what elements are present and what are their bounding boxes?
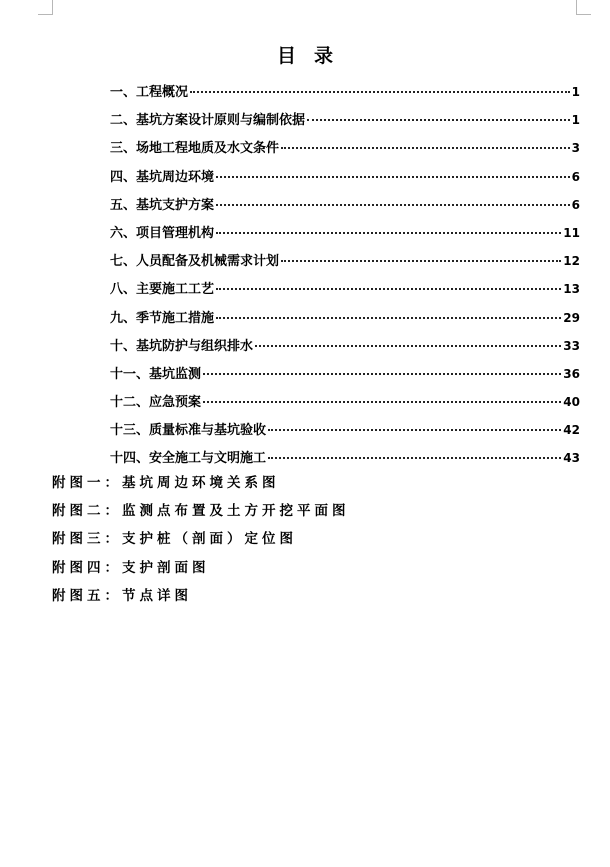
toc-entry[interactable] — [110, 304, 580, 332]
toc-entry-page: 6 — [571, 197, 580, 212]
toc-leader-dots — [281, 147, 570, 149]
appendix-item: 附图二：监测点布置及土方开挖平面图 — [52, 503, 350, 520]
toc-leader-dots — [216, 204, 570, 206]
table-of-contents — [110, 78, 580, 473]
toc-leader-dots — [268, 429, 561, 431]
toc-entry[interactable] — [110, 219, 580, 247]
crop-mark-top-right — [576, 0, 591, 15]
toc-entry-label: 四、基坑周边环境 — [110, 169, 215, 185]
toc-entry-page: 29 — [563, 310, 580, 325]
toc-entry[interactable] — [110, 191, 580, 219]
toc-entry-label: 二、基坑方案设计原则与编制依据 — [110, 113, 306, 129]
toc-entry-label: 十二、应急预案 — [110, 395, 202, 411]
toc-entry-label: 九、季节施工措施 — [110, 310, 215, 326]
toc-entry-page: 13 — [563, 282, 580, 297]
toc-leader-dots — [255, 345, 561, 347]
appendix-item: 附图五：节点详图 — [52, 587, 192, 604]
appendix-list — [52, 469, 572, 610]
toc-entry-page: 40 — [563, 395, 580, 410]
toc-entry-label: 十一、基坑监测 — [110, 366, 202, 382]
toc-entry-page: 1 — [571, 85, 580, 99]
toc-leader-dots — [268, 457, 561, 459]
toc-entry[interactable] — [110, 78, 580, 106]
toc-leader-dots — [216, 232, 561, 234]
toc-entry[interactable] — [110, 388, 580, 416]
toc-entry[interactable] — [110, 247, 580, 275]
toc-entry-page: 33 — [563, 338, 580, 353]
toc-leader-dots — [216, 317, 561, 319]
toc-entry-page: 43 — [563, 451, 580, 466]
crop-mark-top-left — [38, 0, 53, 15]
toc-leader-dots — [203, 401, 561, 403]
toc-entry[interactable] — [110, 134, 580, 162]
toc-entry-page: 6 — [571, 169, 580, 184]
toc-entry[interactable] — [110, 275, 580, 303]
toc-entry-label: 三、场地工程地质及水文条件 — [110, 141, 280, 157]
toc-entry-label: 六、项目管理机构 — [110, 225, 215, 241]
toc-entry-page: 1 — [571, 113, 580, 128]
toc-leader-dots — [203, 373, 561, 375]
appendix-item: 附图一：基坑周边环境关系图 — [52, 475, 280, 491]
toc-entry-page: 3 — [571, 141, 580, 156]
toc-entry-label: 七、人员配备及机械需求计划 — [110, 254, 280, 270]
toc-entry-label: 八、主要施工工艺 — [110, 282, 215, 298]
toc-entry[interactable] — [110, 106, 580, 134]
toc-entry-page: 12 — [563, 254, 580, 269]
toc-leader-dots — [281, 260, 561, 262]
toc-entry[interactable] — [110, 416, 580, 444]
toc-entry[interactable] — [110, 360, 580, 388]
toc-entry[interactable] — [110, 332, 580, 360]
toc-leader-dots — [190, 91, 570, 93]
toc-entry-label: 十三、质量标准与基坑验收 — [110, 423, 267, 439]
toc-entry-page: 36 — [563, 366, 580, 381]
toc-entry-label: 五、基坑支护方案 — [110, 197, 215, 213]
appendix-item: 附图三：支护桩（剖面）定位图 — [52, 531, 297, 548]
toc-entry-label: 十四、安全施工与文明施工 — [110, 451, 267, 467]
toc-entry-label: 十、基坑防护与组织排水 — [110, 338, 254, 354]
page-title: 目录 — [276, 45, 351, 67]
toc-leader-dots — [216, 176, 570, 178]
toc-entry-label: 一、工程概况 — [110, 85, 189, 100]
toc-entry-page: 11 — [563, 225, 580, 240]
toc-entry-page: 42 — [563, 423, 580, 438]
appendix-item: 附图四：支护剖面图 — [52, 559, 210, 576]
toc-leader-dots — [307, 119, 570, 121]
toc-entry[interactable] — [110, 163, 580, 191]
toc-leader-dots — [216, 288, 561, 290]
